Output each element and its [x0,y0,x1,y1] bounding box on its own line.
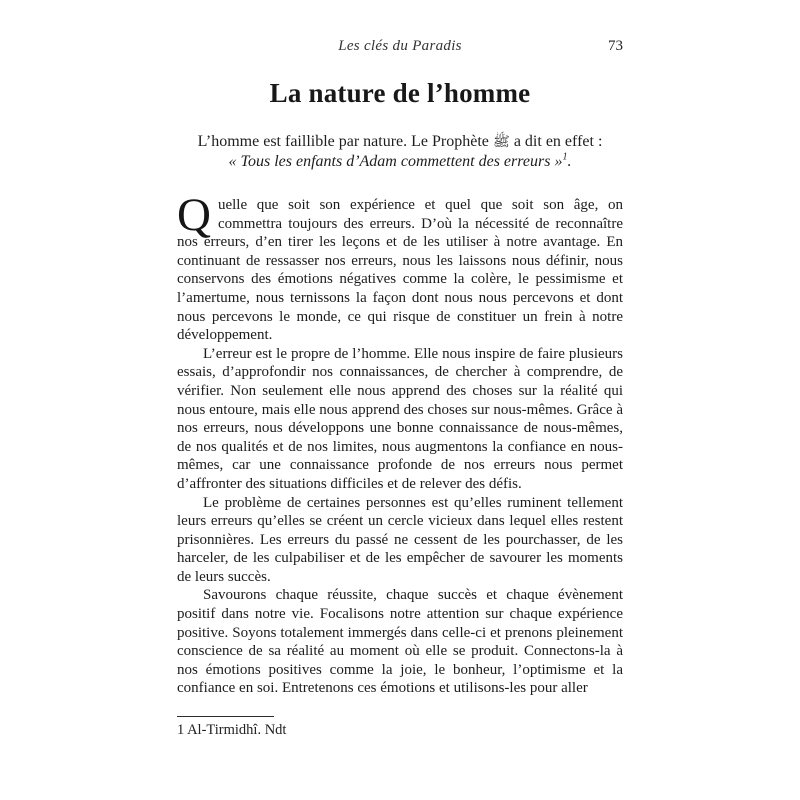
body-text [177,189,623,698]
body-paragraph-2: L’erreur est le propre de l’homme. Elle nous inspire de faire plusieurs essais, d’approfondir nos connaissances, de chercher à comprendre, de vérifier. Non seulement elle nous apprend des choses sur la réalité qui nous entoure, mais elle nous apprend des choses sur nous-mêmes. Grâce à nos erreurs, nous développons une bonne connaissance de nous-mêmes, de nos qualités et de nos limites, nous augmentons la confiance en nous-mêmes, car une connaissance profonde de nos erreurs nous permet d’affronter des situations difficiles et de relever des défis. [177,345,623,492]
intro-text-before: L’homme est faillible par nature. Le Prophète [197,133,493,150]
text-column [177,0,623,698]
footnote-rule [177,716,274,717]
footnote [177,722,623,739]
intro-block [177,132,623,171]
pbuh-calligraphy-symbol: ﷺ [492,135,510,150]
body-paragraph-3: Le problème de certaines personnes est qu’elles ruminent tellement leurs erreurs qu’elles se créent un cercle vicieux dans lequel elles restent prisonnières. Les erreurs du passé ne cessent de les pourchasser, de les harceler, de les culpabiliser et de les empêcher de savourer les moments de leurs succès. [177,494,623,585]
quote-period: . [567,153,572,170]
intro-line-1 [177,132,623,152]
paragraph-1-text: uelle que soit son expérience et quel que soit son âge, on commettra toujours des erreurs. D’où la nécessité de reconnaître nos erreurs, d’en tirer les leçons et de les utiliser à notre avantage. En continuant de ressasser nos erreurs, nous les laissons nous définir, nous conservons des émotions négatives comme la colère, le pessimisme et l’amertume, nous ternissons la façon dont nous nous percevons et dont nous percevons le monde, ce qui risque de constituer un frein à notre développement. [177,197,623,344]
footnote-text: Al-Tirmidhî. Ndt [187,722,287,738]
footnote-block [177,708,623,800]
body-paragraph-1 [177,189,623,345]
body-paragraph-4: Savourons chaque réussite, chaque succès et chaque évènement positif dans notre vie. Focalisons notre attention sur chaque expérience positive. Soyons totalement immergés dans celle-ci et prenons pleinement conscience de sa réalité au moment où elle se produit. Connectons-la à nos émotions positives comme la joie, le bonheur, l’optimisme et la confiance en soi. Entretenons ces émotions et utilisons-les pour aller [177,587,623,697]
chapter-title: La nature de l’homme [269,78,531,108]
hadith-quote-line [177,152,623,171]
page-header [177,38,623,57]
page-number: 73 [608,38,623,54]
intro-text-after: a dit en effet : [509,133,603,150]
footnote-reference: 1 [562,151,568,163]
drop-cap: Q [177,189,211,241]
footnote-marker: 1 [177,722,185,738]
running-title: Les clés du Paradis [338,38,462,54]
hadith-quote: « Tous les enfants d’Adam commettent des erreurs » [228,153,563,170]
